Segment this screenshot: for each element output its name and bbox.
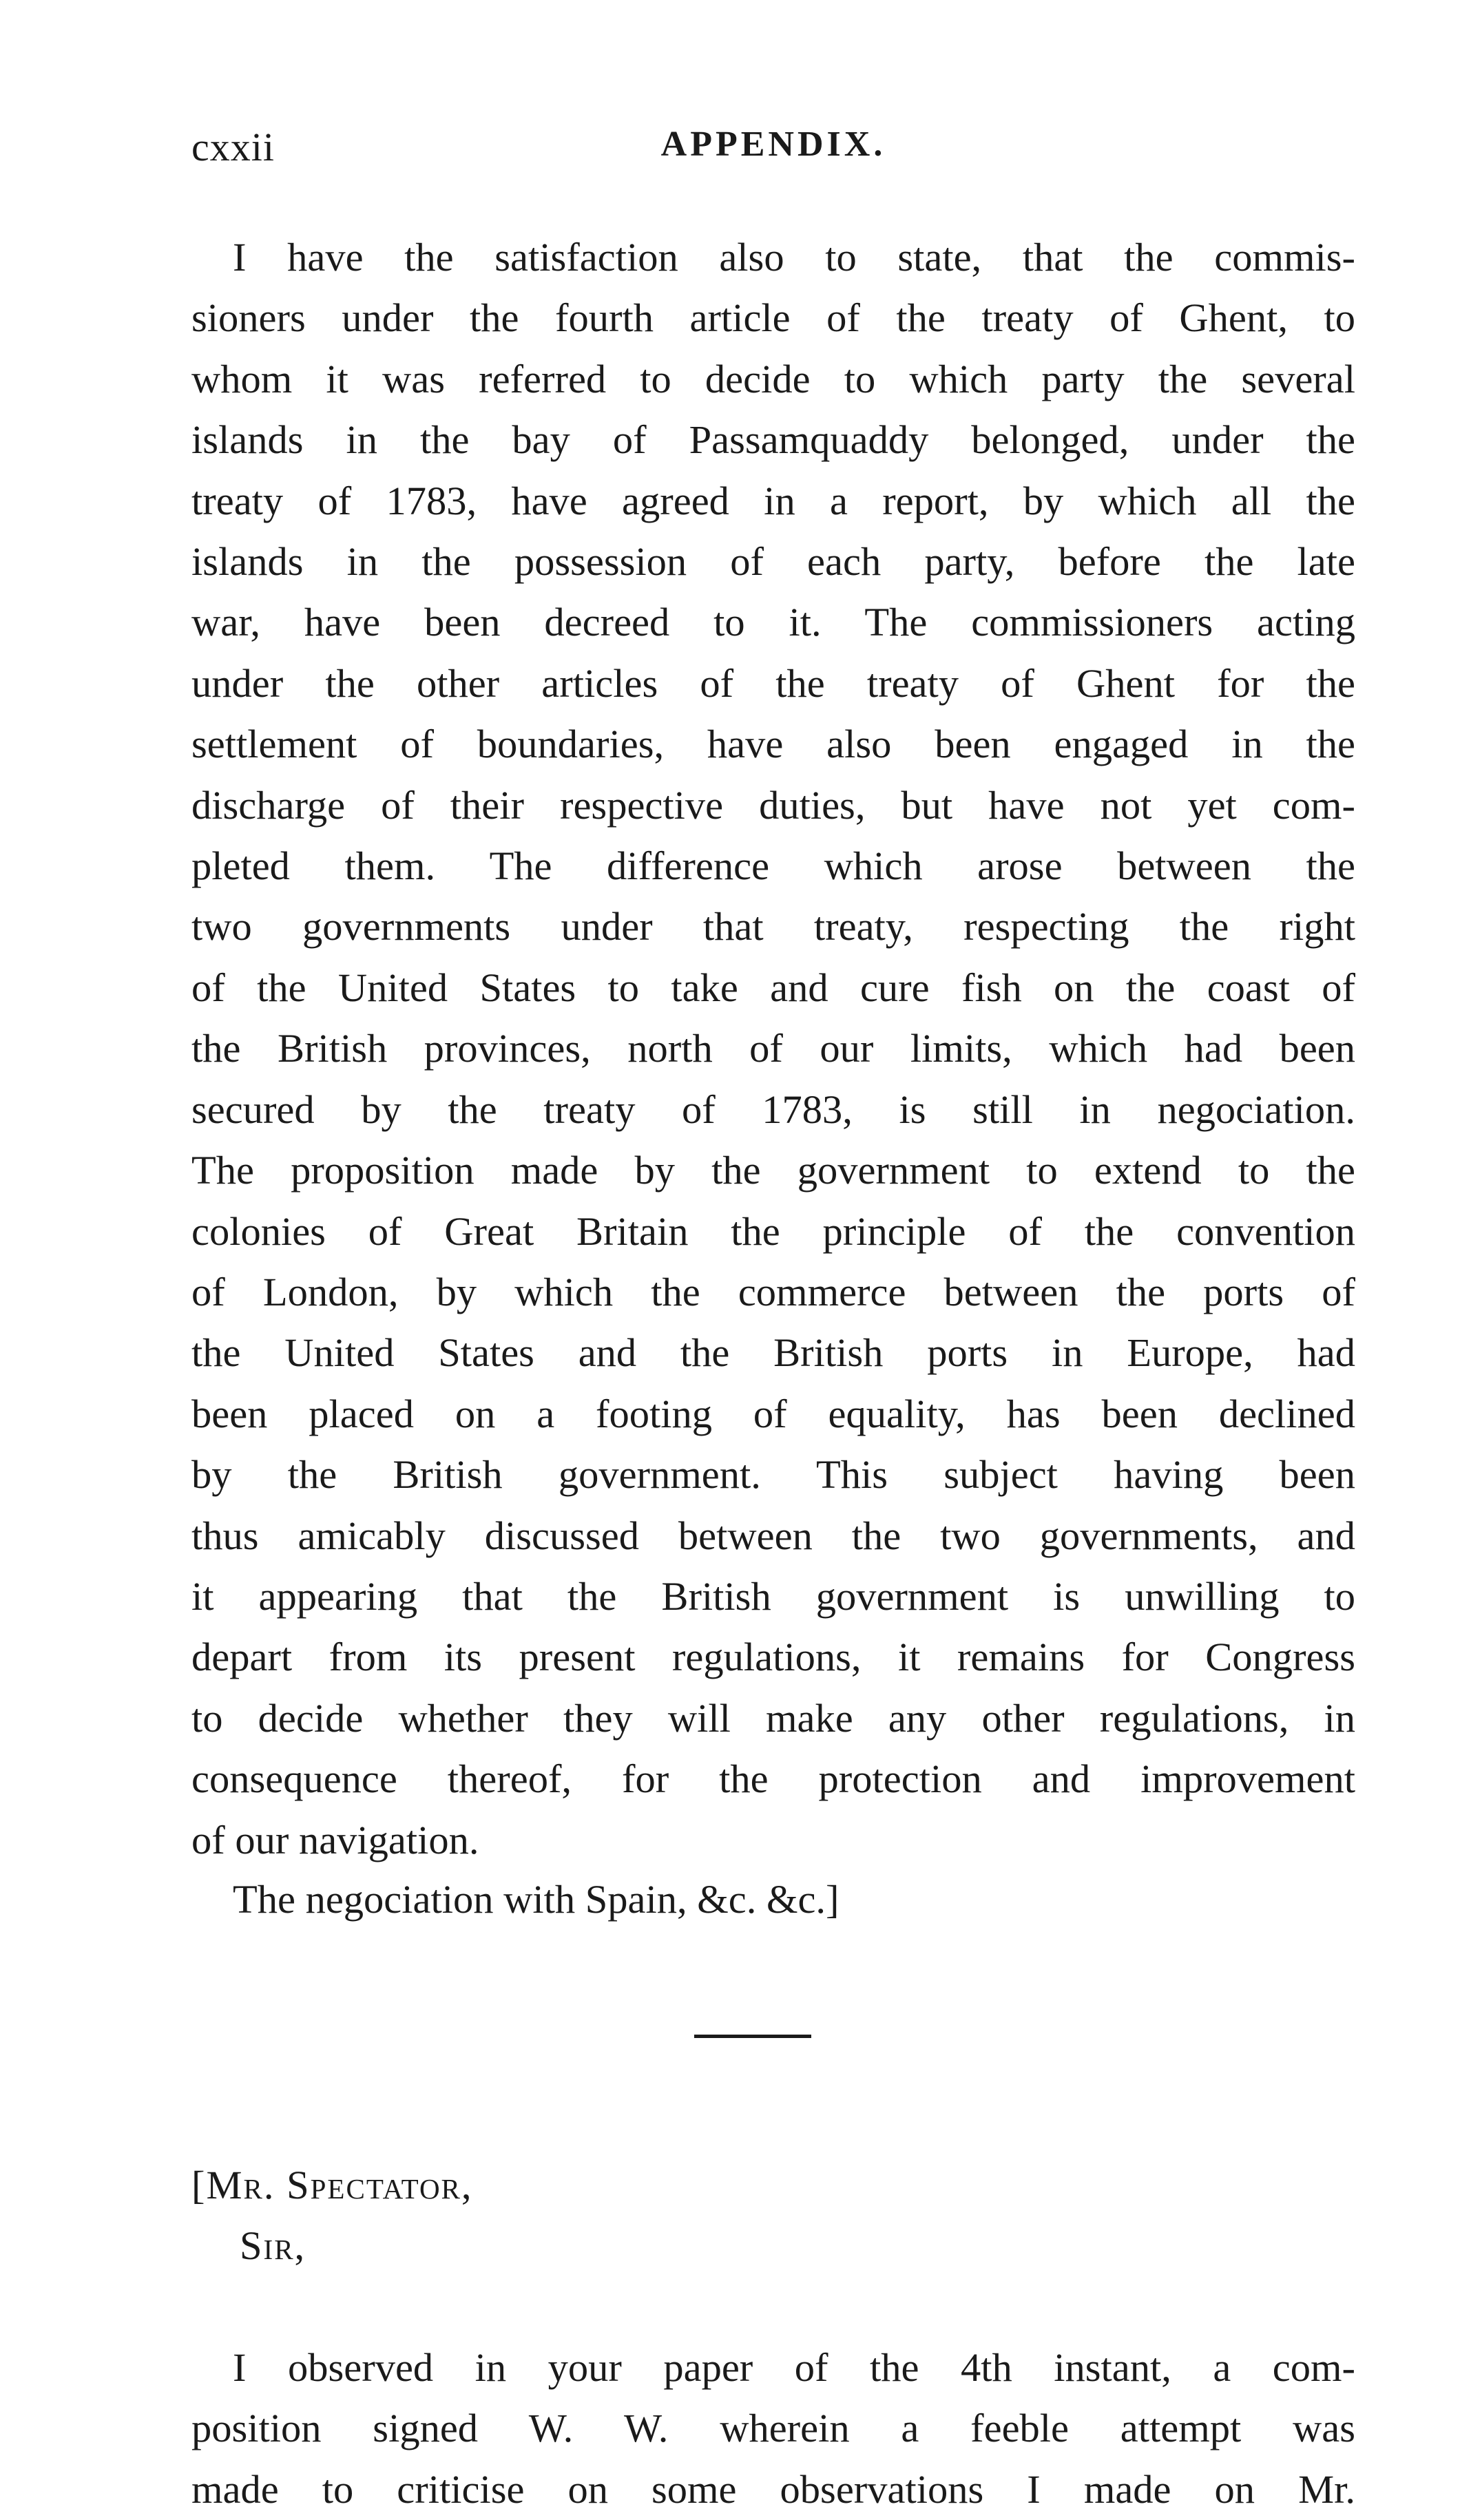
text-line: The negociation with Spain, &c. &c.] xyxy=(233,1877,840,1922)
text-line: treaty of 1783, have agreed in a report, by which all the xyxy=(191,478,1355,523)
text-line: the British provinces, north of our limits, which had been xyxy=(191,1026,1355,1071)
running-head xyxy=(191,124,1355,179)
text-line: it appearing that the British government is unwilling to xyxy=(191,1573,1355,1619)
section-divider xyxy=(694,2035,811,2038)
text-line: position signed W. W. wherein a feeble attempt was xyxy=(191,2406,1355,2451)
page-number: cxxii xyxy=(191,125,275,169)
text-line: colonies of Great Britain the principle of the convention xyxy=(191,1208,1355,1254)
text-line: to decide whether they will make any other regulations, in xyxy=(191,1695,1355,1741)
text-line: I have the satisfaction also to state, that the commis- xyxy=(233,235,1355,280)
text-line: of the United States to take and cure fish on the coast of xyxy=(191,965,1355,1010)
text-line: of our navigation. xyxy=(191,1817,479,1862)
text-line: settlement of boundaries, have also been engaged in the xyxy=(191,722,1355,767)
text-line: the United States and the British ports in Europe, had xyxy=(191,1330,1355,1376)
letter-salutation xyxy=(191,2155,1355,2277)
text-line: secured by the treaty of 1783, is still in negociation. xyxy=(191,1086,1355,1132)
salutation-sir: Sir, xyxy=(240,2223,306,2269)
paragraph-treaty-report xyxy=(191,227,1355,1871)
text-line: of London, by which the commerce between the ports of xyxy=(191,1269,1355,1314)
text-line: islands in the bay of Passamquaddy belonged, under the xyxy=(191,417,1355,463)
text-line: sioners under the fourth article of the treaty of Ghent, to xyxy=(191,295,1355,341)
text-line: The proposition made by the government to extend to the xyxy=(191,1148,1355,1193)
text-line: discharge of their respective duties, but have not yet com- xyxy=(191,782,1355,828)
text-line: whom it was referred to decide to which party the several xyxy=(191,356,1355,401)
paragraph-spain xyxy=(191,1869,1355,1930)
text-line: pleted them. The difference which arose between the xyxy=(191,843,1355,889)
running-title: APPENDIX. xyxy=(660,125,886,164)
text-line: consequence thereof, for the protection and improvement xyxy=(191,1756,1355,1802)
text-line: islands in the possession of each party, before the late xyxy=(191,539,1355,585)
text-line: thus amicably discussed between the two governments, and xyxy=(191,1513,1355,1558)
text-line: been placed on a footing of equality, has been declined xyxy=(191,1391,1355,1436)
text-line: made to criticise on some observations I made on Mr. xyxy=(191,2466,1355,2512)
text-line: two governments under that treaty, respecting the right xyxy=(191,904,1355,949)
letter-body xyxy=(191,2338,1355,2520)
salutation-addressee: [Mr. Spectator, xyxy=(191,2163,473,2207)
text-line: war, have been decreed to it. The commissioners acting xyxy=(191,600,1355,645)
text-line: under the other articles of the treaty of Ghent for the xyxy=(191,660,1355,706)
text-line: by the British government. This subject having been xyxy=(191,1452,1355,1498)
text-line: depart from its present regulations, it remains for Congress xyxy=(191,1635,1355,1680)
text-line: I observed in your paper of the 4th instant, a com- xyxy=(233,2345,1355,2390)
